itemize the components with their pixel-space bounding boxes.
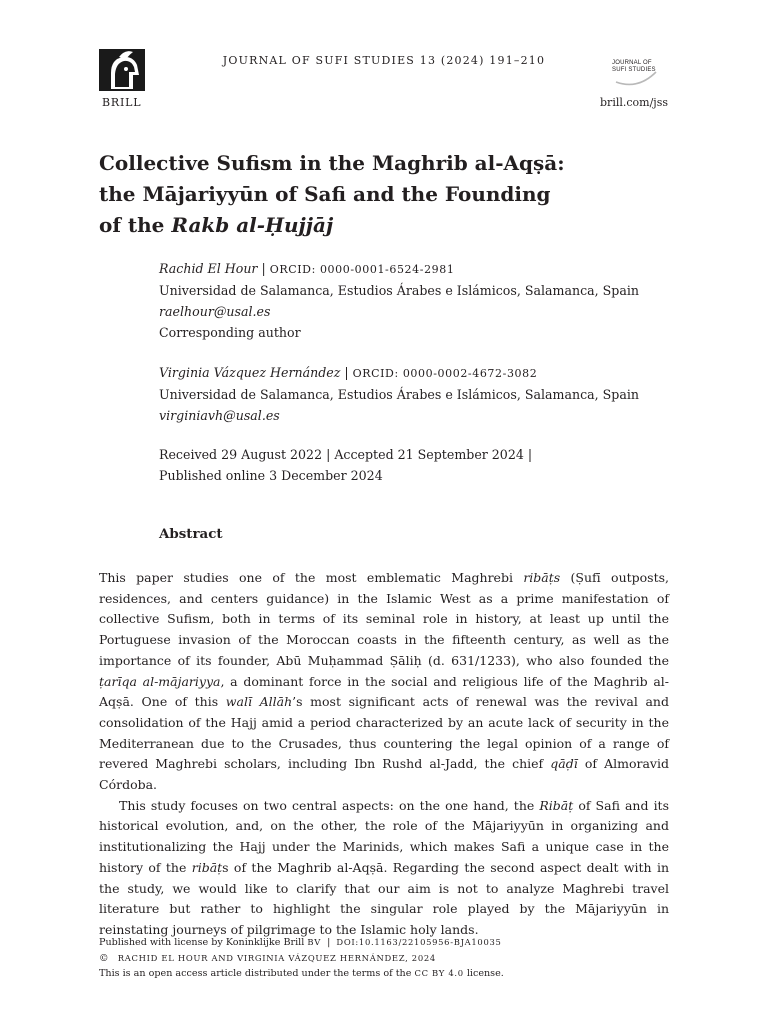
received-accepted-dates: Received 29 August 2022 | Accepted 21 September 2024 | [159, 447, 533, 462]
journal-logo-line-2: SUFI STUDIES [612, 67, 656, 73]
title-line-3-italic: Rakb al-Ḥujjāj [171, 213, 334, 237]
copyright-holders: RACHID EL HOUR AND VIRGINIA VÁZQUEZ HERNÁNDEZ, 2024 [117, 952, 436, 963]
abstract-text: (Ṣufī outposts, residences, and centers guidance) in the Islamic West as a prime manifestation of collective Sufism, both in terms of its seminal role in history, at least up until the Portuguese invasion of the Moroccan coasts in the fifteenth century, as well as the importance of its founder, Abū Muḥammad Ṣāliḥ (d. 631/1233), who also founded the [99, 570, 669, 668]
license-line [99, 935, 669, 951]
abstract-text: This paper studies one of the most emblematic Maghrebi [99, 570, 524, 585]
journal-logo [608, 60, 664, 78]
corresponding-author-note: Corresponding author [159, 325, 301, 340]
orcid-label: ORCID [269, 263, 312, 276]
title-line-3-plain: of the [99, 213, 172, 237]
publication-dates [159, 444, 679, 486]
open-access-text-end: license. [463, 968, 504, 980]
author-name: Rachid El Hour [159, 261, 258, 276]
title-line-1: Collective Sufism in the Maghrib al-Aqṣā: [99, 151, 565, 175]
orcid-label: ORCID [352, 367, 395, 380]
orcid-id[interactable]: 0000-0002-4672-3082 [402, 367, 538, 380]
copyright-line [99, 951, 669, 967]
footer-separator: | [327, 937, 331, 948]
orcid-id[interactable]: 0000-0001-6524-2981 [319, 263, 455, 276]
open-access-text: This is an open access article distributed under the terms of the [99, 968, 415, 980]
author-block: Rachid El Hour | ORCID: 0000-0001-6524-2981 Universidad de Salamanca, Estudios Árabes e Islámicos, Salamanca, Spain raelhour@usal.es Corresponding author [159, 258, 679, 343]
abstract-italic-term: ribāṭs [523, 570, 561, 585]
author-affiliation: Universidad de Salamanca, Estudios Árabes e Islámicos, Salamanca, Spain [159, 387, 639, 402]
published-online-date: Published online 3 December 2024 [159, 468, 383, 483]
abstract-body [99, 568, 669, 941]
abstract-heading: Abstract [159, 526, 223, 542]
author-email[interactable]: virginiavh@usal.es [159, 408, 280, 423]
abstract-paragraph-2 [99, 796, 669, 941]
abstract-italic-term: ribāṭ [191, 859, 223, 875]
journal-logo-line-1: JOURNAL OF [612, 60, 652, 66]
abstract-text: This study focuses on two central aspects: on the one hand, the [119, 797, 540, 813]
brill-helmet-icon [99, 49, 145, 91]
brill-logo [99, 49, 145, 91]
author-name: Virginia Vázquez Hernández [159, 365, 341, 380]
abstract-text: of Safi and its historical evolution, and, on the other, the role of the Mājariyyūn in organizing and institutionalizing the Hajj under the Marinids, which makes Safi a unique case in the history of the [99, 797, 669, 875]
author-affiliation: Universidad de Salamanca, Estudios Árabes e Islámicos, Salamanca, Spain [159, 283, 639, 298]
license-footer [99, 935, 669, 982]
license-text: Published with license by Koninklijke Brill [99, 937, 305, 948]
abstract-italic-term: qāḍī [550, 756, 578, 772]
cc-license-link[interactable]: CC BY 4.0 [414, 968, 464, 979]
copyright-icon: © [99, 952, 109, 964]
abstract-italic-term: ṭarīqa al-mājariyya [99, 673, 221, 689]
title-line-2: the Mājariyyūn of Safi and the Founding [99, 182, 551, 206]
author-block: Virginia Vázquez Hernández | ORCID: 0000-0002-4672-3082 Universidad de Salamanca, Estudios Árabes e Islámicos, Salamanca, Spain virginiavh@usal.es [159, 362, 679, 426]
license-suffix: BV [307, 937, 321, 947]
journal-citation: JOURNAL OF SUFI STUDIES 13 (2024) 191–210 [222, 54, 546, 67]
journal-url[interactable]: brill.com/jss [600, 96, 668, 109]
abstract-text: s of the Maghrib al-Aqṣā. Regarding the second aspect dealt with in the study, we would like to clarify that our aim is not to analyze Maghrebi travel literature but rather to highlight the singular role played by the Mājariyyūn in reinstating journeys of pilgrimage to the Islamic holy lands. [99, 859, 669, 937]
author-email[interactable]: raelhour@usal.es [159, 304, 271, 319]
abstract-text: , a dominant force in the social and religious life of the Maghrib al-Aqṣā. One of this [99, 673, 670, 710]
doi-link[interactable]: DOI:10.1163/22105956-BJA10035 [336, 937, 502, 947]
abstract-paragraph-1 [99, 568, 669, 796]
abstract-text: ’s most significant acts of renewal was the revival and consolidation of the Hajj amid a period characterized by an acute lack of security in the Mediterranean due to the Crusades, thus countering the legal opinion of a range of revered Maghrebi scholars, including Ibn Rushd al-Jadd, the chief [99, 694, 669, 772]
article-title [99, 148, 679, 241]
title-line-3 [99, 210, 679, 241]
abstract-italic-term: Ribāṭ [539, 797, 574, 813]
open-access-line [99, 966, 669, 982]
abstract-text: of Almoravid Córdoba. [99, 756, 669, 793]
publisher-name: BRILL [102, 96, 142, 109]
abstract-italic-term: walī Allāh [225, 694, 293, 710]
